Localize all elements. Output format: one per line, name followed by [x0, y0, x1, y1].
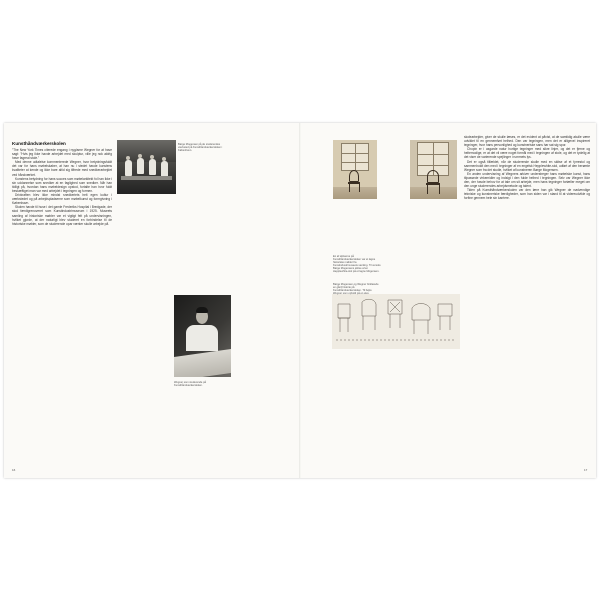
- page-number-left: 16: [12, 468, 16, 472]
- paragraph: Drivkraften blev ikke mindst snedkeriets helt egen kultur i værkstedet og på arbejdspladserne som møbelkunst og formgivning i København.: [12, 193, 112, 206]
- chair-sketch-drawing: [332, 294, 460, 349]
- left-text-column: [12, 148, 112, 468]
- chair-window-photo: [333, 140, 377, 199]
- section-heading: Kunsthåndværkerskolen: [12, 141, 66, 146]
- paragraph: Chopin er i asgarde natur hurtige tegninger med sikre linjer, og det er fjerne og heltemodige, er at det vil være noget formål med i tegningen af stole, og det er tydelig at det viser de varierende spejlinger i rummets lys.: [464, 147, 590, 160]
- workshop-caption: Børge Mogensen på de studerendes værksted på Kunsthåndværkerskolen i København.: [178, 143, 223, 153]
- workshop-photo: [117, 140, 176, 194]
- chair-caption: En af skitserne på Kunsthåndværkerskolen var et lagne historiske møbler fra Kunstindustrimuseets samling. Til venstre Børge Mogensens skitse af en Hepplewhite-stol på et lagne Mogensen.: [333, 255, 381, 274]
- right-text-column: [464, 135, 590, 468]
- portrait-caption: Wegner som studerende på Kunsthåndværkerskolen.: [174, 381, 206, 388]
- paragraph: En anden undervisning af Wegners arkiver understreger hans møbelske kunst, hans tilpassede virkemidler og indsigt i den fulde helhed i tegningen. Selv var Wegner ikke den, der havde behov for at tale om sit arbejde, men hans tegninger fortæller meget om den unge studerendes arbejdsmetode og talent.: [464, 171, 590, 189]
- paragraph: Skolen havde til huse i det gamle Frederiks Hospital i Bredgade, der stod færdigrenoveret som Kunstindustrimuseum i 1925. Museets samling af historiske møbler var et vigtigt felt på undervisningen, hvilket gjorde, at der naturligt blev studeret en forbindelse til de historiske møbler, som de studerende opar værker skulle arbejde på.: [12, 205, 112, 226]
- paragraph: Tiden på Kunsthåndværkerskolen var den lære han gik Wegner de nødvendige tekniske og kunstneriske færdigheder, som han siden var i stand til at videreudvikle og forfine gennem hele sin karriere.: [464, 188, 590, 201]
- paragraph: Kunstens betydning for hans succes som møbelarkitekt fol han ikke i sin uddannelse som snedker at en faglighed som snedker. Når han tidligt på, hvordan hans møbeldesign opstod, fortalte han hvor fuldt beskæftiget man var med arbejdet i tegningen og formen.: [12, 176, 112, 193]
- book-spread: [4, 123, 596, 478]
- book-gutter: [299, 123, 301, 478]
- student-portrait-photo: [174, 295, 231, 377]
- chair-window-photo-large: [410, 140, 457, 199]
- paragraph: Det er også tilfældet, når de studerende skulle med en skitse af et fyrrestol og sammenholdt den med i tegninger af en engelsk Hepplewhite-stol, udført af den berømte Wegner som fra det studie, hvilket af kunstneren Børge Mogensen.: [464, 159, 590, 172]
- paragraph: Med denne udtalelse kommenterede Wegner, hvor betydningsfuldt det var for hans møbelskaber, at han nu i stedet havde kunstens kvaliteter at kende og ikke bare altid sig tilfrede med snedkerarbejdet ved håndværket.: [12, 160, 112, 177]
- sketch-caption: Børge Mogensen og Wegner forklarede en gård historie på Kunsthåndværkerskolen. Til højre Wegner som ophold på en elev.: [333, 283, 379, 296]
- paragraph: skolearbejder, giver de skulle læses, er det evident at påvist, at de samtidig akulle være udviklet til en gennemført helhed. Den var tegningen, men det er alligevel inspireret tegninger, hvor hans personlighed og kunstneriske sans har sat sig spor.: [464, 135, 590, 148]
- paragraph: "The New York Times citerede engang i nyg/ame Wegner for at have sagt: "Hvis jeg ikke havde arbejdet med skulptur, ville jeg nok aldrig have fagreal stole.": [12, 148, 112, 161]
- page-number-right: 17: [584, 468, 588, 472]
